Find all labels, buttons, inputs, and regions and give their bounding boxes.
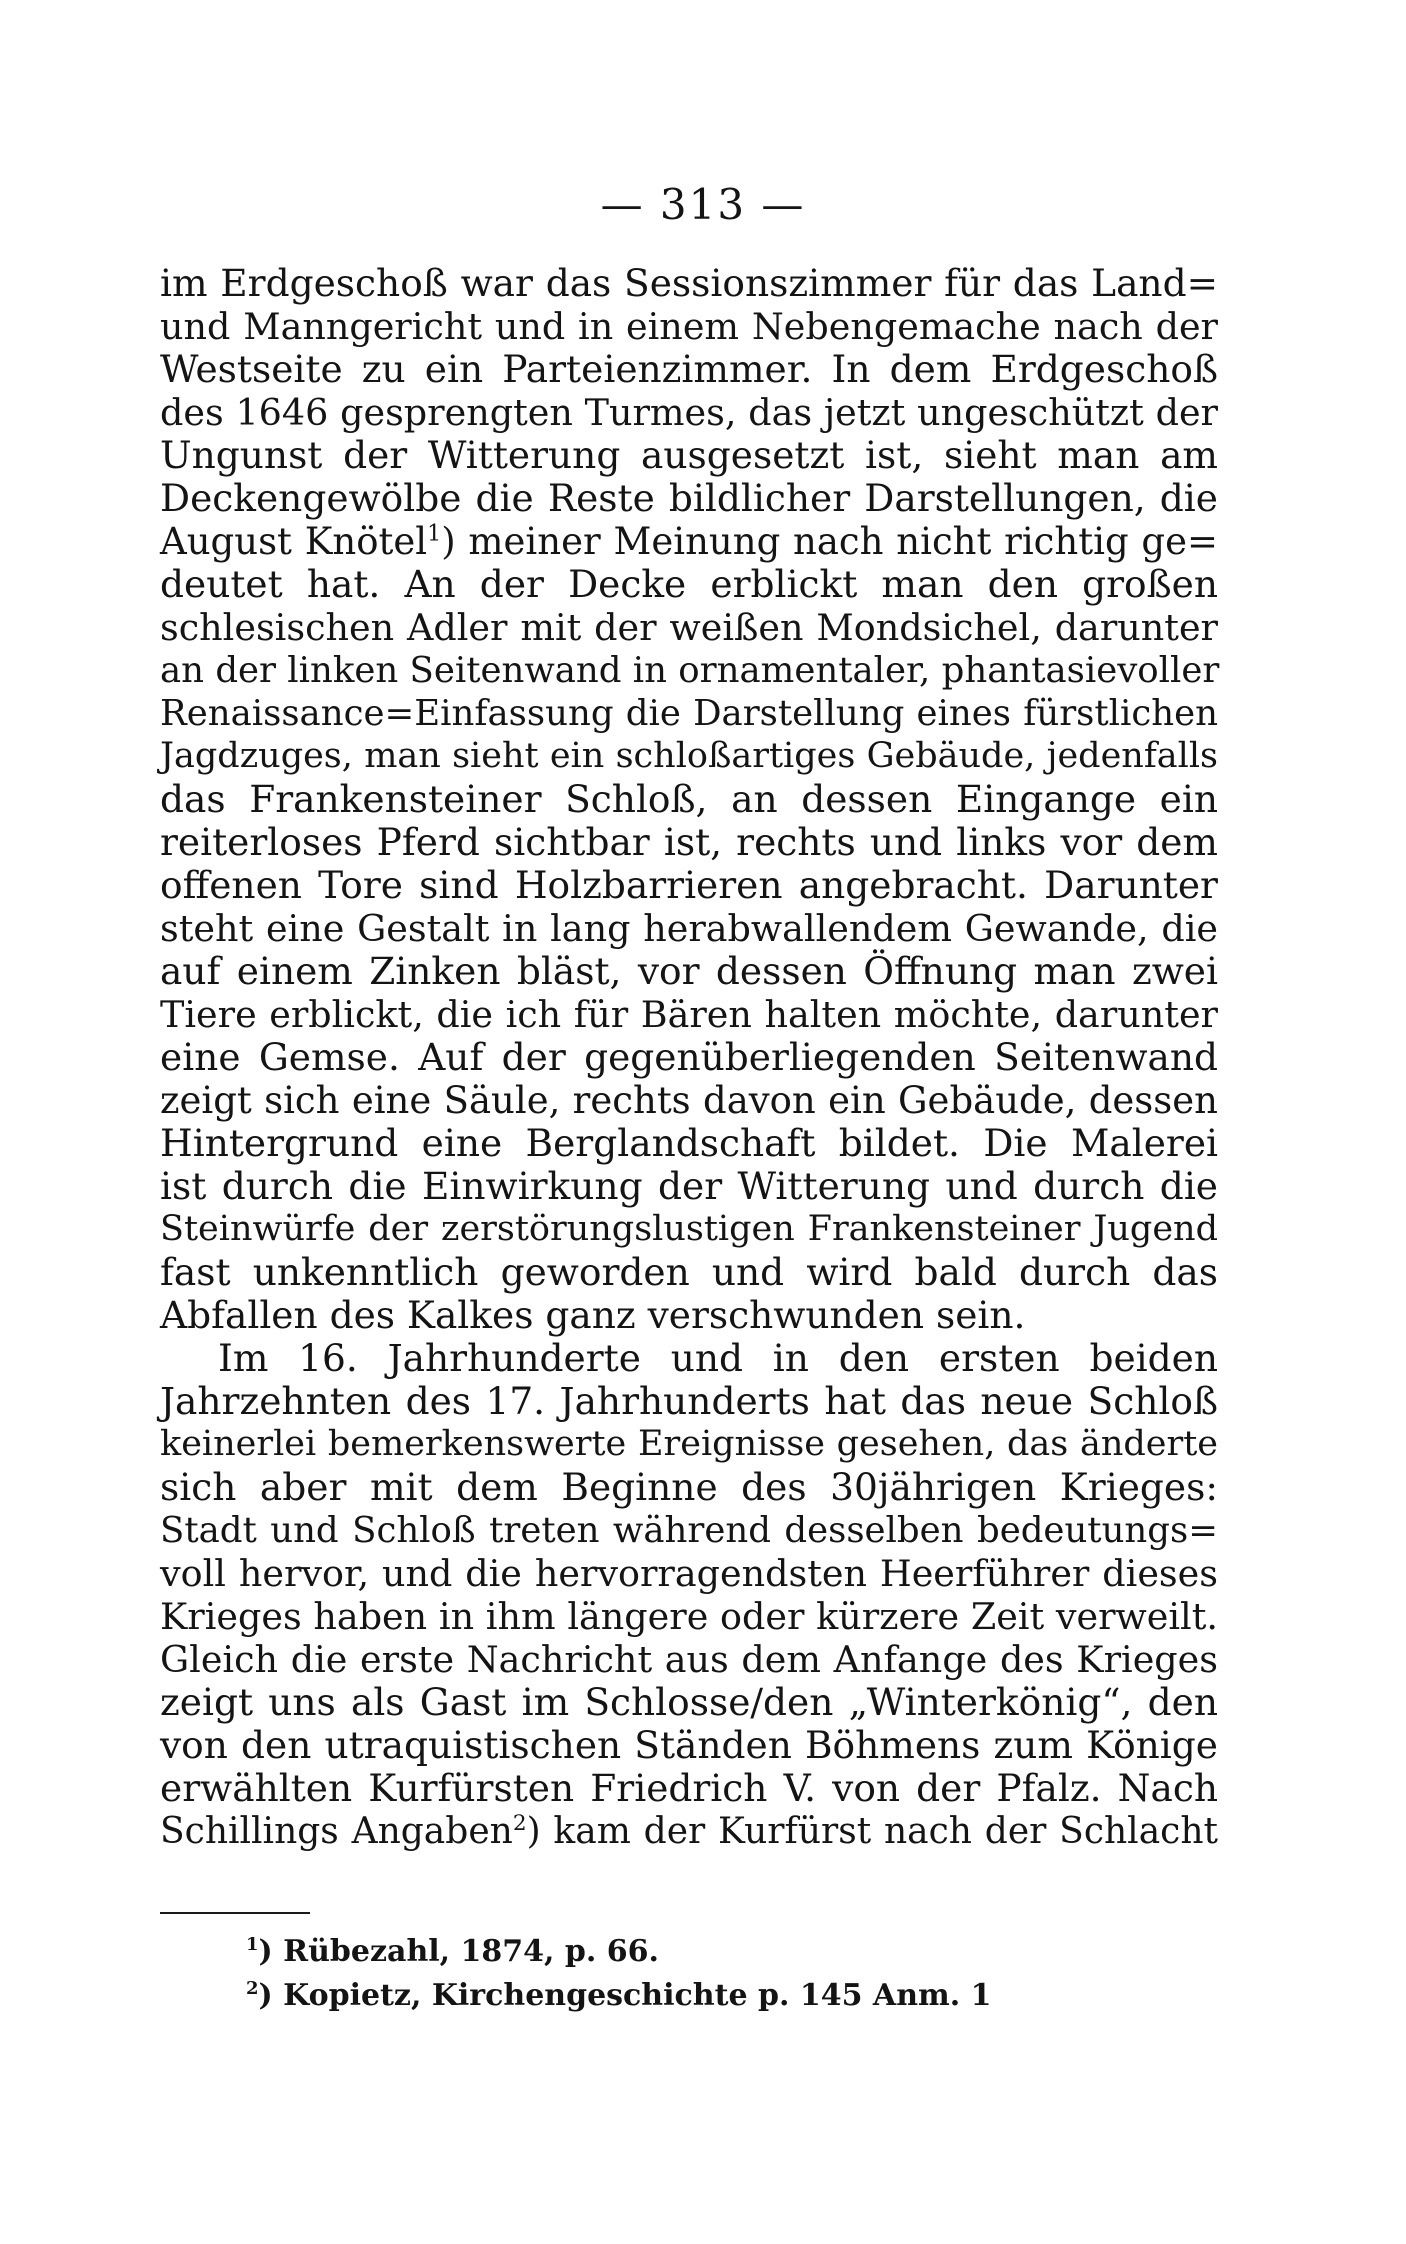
text-line: ist durch die Einwirkung der Witterung und durch die [160,1164,1218,1208]
text-line: Gleich die erste Nachricht aus dem Anfange des Krieges [160,1638,1218,1681]
text-line: Jagdzuges, man sieht ein schloßartiges Gebäude, jedenfalls [160,736,1218,776]
text-line: eine Gemse. Auf der gegenüberliegenden Seitenwand [160,1035,1218,1079]
text-line: Deckengewölbe die Reste bildlicher Darstellungen, die [160,476,1218,520]
text-line: keinerlei bemerkenswerte Ereignisse gesehen, das änderte [160,1424,1218,1464]
text-line: Im 16. Jahrhunderte und in den ersten beiden [218,1336,1218,1380]
footnote-text: ) Kopietz, Kirchengeschichte p. 145 Anm. 1 [258,1978,992,2013]
text-line: auf einem Zinken bläst, vor dessen Öffnung man zwei [160,949,1218,993]
text-line [160,520,1218,563]
footnote-1 [246,1930,1146,1974]
text-line: Krieges haben in ihm längere oder kürzere Zeit verweilt. [160,1595,1218,1638]
text-segment: Schillings Angaben [160,1811,513,1852]
text-line: Jahrzehnten des 17. Jahrhunderts hat das neue Schloß [160,1379,1218,1423]
text-line: schlesischen Adler mit der weißen Mondsichel, darunter [160,606,1218,649]
footnote-ref-1: 1 [427,520,442,547]
text-line: zeigt sich eine Säule, rechts davon ein Gebäude, dessen [160,1079,1218,1122]
text-segment: ) meiner Meinung nach nicht richtig ge= [441,520,1219,563]
text-segment: August Knötel [160,520,428,563]
text-line: im Erdgeschoß war das Sessionszimmer für das Land= [160,261,1218,305]
text-segment: ) kam der Kurfürst nach der Schlacht [526,1811,1218,1852]
page-number: — 313 — [600,180,806,229]
text-line: an der linken Seitenwand in ornamentaler, phantasievoller [160,650,1220,691]
footnote-text: ) Rübezahl, 1874, p. 66. [258,1934,659,1969]
text-line: des 1646 gesprengten Turmes, das jetzt ungeschützt der [160,391,1218,434]
text-line: fast unkenntlich geworden und wird bald durch das [160,1250,1218,1294]
text-line: deutet hat. An der Decke erblickt man den großen [160,562,1218,606]
text-line: Hintergrund eine Berglandschaft bildet. Die Malerei [160,1121,1218,1165]
text-line: offenen Tore sind Holzbarrieren angebracht. Darunter [160,863,1218,907]
body-text [160,262,1218,1853]
text-line: Stadt und Schloß treten während desselben bedeutungs= [160,1510,1218,1551]
text-line: Steinwürfe der zerstörungslustigen Frankensteiner Jugend [160,1209,1218,1249]
footnote-divider [160,1912,310,1914]
text-line: sich aber mit dem Beginne des 30jährigen Krieges: [160,1465,1218,1509]
footnote-ref-2: 2 [512,1811,527,1836]
text-line: von den utraquistischen Ständen Böhmens zum Könige [160,1723,1218,1767]
text-line: Renaissance=Einfassung die Darstellung eines fürstlichen [160,693,1218,734]
text-line: Ungunst der Witterung ausgesetzt ist, sieht man am [160,433,1218,477]
text-line: zeigt uns als Gast im Schlosse/den „Winterkönig“, den [160,1680,1218,1724]
text-line: reiterloses Pferd sichtbar ist, rechts und links vor dem [160,820,1218,864]
footnotes [246,1930,1146,2018]
text-line: voll hervor, und die hervorragendsten Heerführer dieses [160,1552,1218,1595]
footnote-2 [246,1974,1146,2018]
footnote-mark: 1 [246,1934,259,1955]
text-line [160,1810,1218,1853]
text-line: Westseite zu ein Parteienzimmer. In dem Erdgeschoß [160,347,1218,391]
text-line: Abfallen des Kalkes ganz verschwunden sein. [160,1293,1026,1337]
text-line: steht eine Gestalt in lang herabwallendem Gewande, die [160,907,1218,950]
text-line: das Frankensteiner Schloß, an dessen Eingange ein [160,777,1218,821]
text-line: Tiere erblickt, die ich für Bären halten möchte, darunter [160,993,1218,1036]
footnote-mark: 2 [246,1978,259,1999]
text-line: erwählten Kurfürsten Friedrich V. von der Pfalz. Nach [160,1766,1218,1810]
text-line: und Manngericht und in einem Nebengemache nach der [160,305,1218,348]
